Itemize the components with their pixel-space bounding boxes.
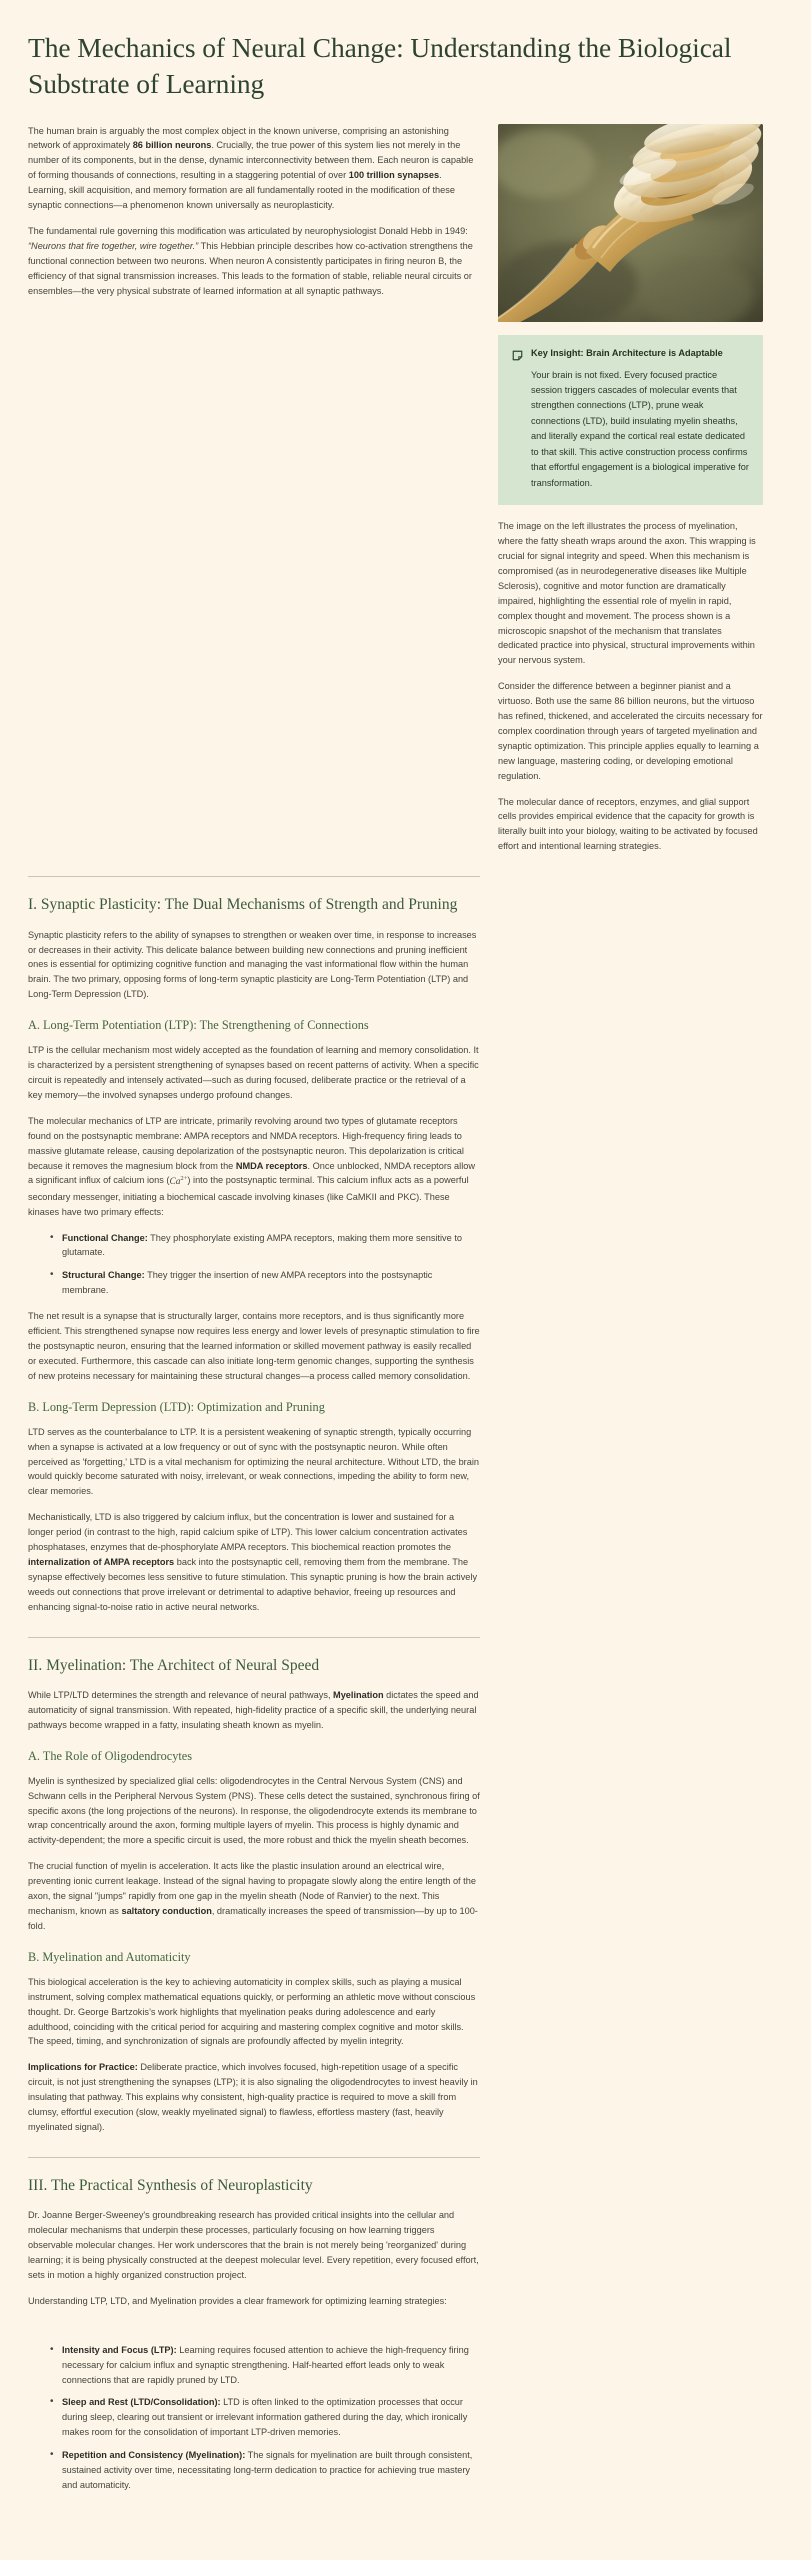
list-item — [50, 2448, 480, 2493]
myelinated-axon-image — [498, 124, 763, 322]
section-1b-paragraph-1: LTD serves as the counterbalance to LTP. It is a persistent weakening of synaptic strength, typically occurring when a synapse is activated at a low frequency or out of sync with the postsynaptic neuron. While often perceived as 'forgetting,' LTD is a vital mechanism for optimizing the neural architecture. Without LTD, the brain would quickly become saturated with noisy, irrelevant, or weak connections, impeding the ability to form new, clear memories. — [28, 1426, 480, 1497]
bullet-label: Functional Change: — [62, 1232, 148, 1243]
callout-title: Key Insight: Brain Architecture is Adaptable — [531, 347, 723, 358]
bullet-label: Sleep and Rest (LTD/Consolidation): — [62, 2397, 221, 2408]
section-1 — [28, 876, 480, 1614]
section-2 — [28, 1637, 480, 2135]
bullet-label: Structural Change: — [62, 1270, 145, 1281]
bullet-text: LTD is often linked to the optimization processes that occur during sleep, clearing out transient or irrelevant information gathered during the day, which ironically makes room for the consolidation of important LTP-driven memories. — [62, 2397, 468, 2438]
intro-p2-part2: This Hebbian principle describes how co-activation strengthens the functional connection between two neurons. When neuron A consistently participates in firing neuron B, the efficiency of that signal transmission increases. This leads to the formation of stable, reliable neural circuits or ensembles—the very physical substrate of learned information at all synaptic pathways. — [28, 240, 473, 296]
section-divider-3 — [28, 2157, 480, 2158]
hero-section — [28, 124, 783, 855]
intro-column — [28, 124, 480, 299]
calcium-symbol: Ca — [169, 1176, 181, 1187]
section-1b-heading: B. Long-Term Depression (LTD): Optimization and Pruning — [28, 1399, 325, 1414]
intro-p1-part2: . Crucially, the true power of this system lies not merely in the number of its components, but in the dense, dynamic interconnectivity between them. Each neuron is capable of forming thousands of connections, resulting in a staggering potential of over — [28, 140, 474, 181]
section-2-heading: II. Myelination: The Architect of Neural Speed — [28, 1656, 320, 1674]
aside-paragraph-2: Consider the difference between a beginner pianist and a virtuoso. Both use the same 86 billion neurons, but the virtuoso has refined, thickened, and accelerated the circuits necessary for complex coordination through years of targeted myelination and synaptic optimization. This principle applies equally to learning a new language, mastering coding, or developing emotional regulation. — [498, 681, 763, 781]
section-2b-heading: B. Myelination and Automaticity — [28, 1949, 191, 1964]
s1b-p2-part2: back into the postsynaptic cell, removing them from the membrane. The synapse effectively becomes less sensitive to future stimulation. This synaptic pruning is how the brain actively weeds out connections that prove irrelevant or detrimental to adaptive behavior, freeing up resources and enhancing signal-to-noise ratio in active neural networks. — [28, 1556, 478, 1612]
s2a-p2-part1: The crucial function of myelin is acceleration. It acts like the plastic insulation around an electrical wire, preventing ionic current leakage. Instead of the signal having to propagate slowly along the entire length of the axon, the signal "jumps" rapidly from one gap in the myelin sheath (Node of Ranvier) to the next. This mechanism, known as — [28, 1861, 476, 1916]
section-1a-paragraph-2 — [28, 1114, 480, 1220]
s2-intro-part1: While LTP/LTD determines the strength and relevance of neural pathways, — [28, 1690, 334, 1701]
intro-p1-part1: The human brain is arguably the most complex object in the known universe, comprising an astonishing network of approximately — [28, 125, 449, 151]
hebb-quote: “Neurons that fire together, wire together.” — [28, 240, 199, 251]
calcium-ion-formula — [169, 1174, 188, 1187]
intro-paragraph-2 — [28, 224, 480, 299]
s1a-p2-part3: ) into the postsynaptic terminal. This calcium influx acts as a powerful secondary messenger, initiating a biochemical cascade involving kinases (like CaMKII and PKC). These kinases have two primary effects: — [28, 1175, 469, 1217]
myelination-emphasis: Myelination — [333, 1690, 384, 1701]
section-1-heading: I. Synaptic Plasticity: The Dual Mechanisms of Strength and Pruning — [28, 896, 458, 914]
aside-paragraph-3: The molecular dance of receptors, enzymes, and glial support cells provides empirical evidence that the capacity for growth is literally built into your biology, waiting to be activated by focused effort and intentional learning strategies. — [498, 796, 758, 852]
section-3-paragraph-1: Dr. Joanne Berger-Sweeney's groundbreaking research has provided critical insights into the cellular and molecular mechanisms that underpin these processes, particularly focusing on how learning triggers observable molecular changes. Her work underscores that the brain is not merely being 'reorganized' during learning; it is being physically constructed at the deepest molecular level. Every repetition, every focused effort, sets in motion a highly organized construction project. — [28, 2210, 479, 2280]
callout-header — [512, 348, 749, 359]
section-2a-paragraph-2 — [28, 1859, 480, 1934]
ampa-internalization-emphasis: internalization of AMPA receptors — [28, 1556, 175, 1567]
list-item — [50, 2343, 480, 2388]
bullet-text: They phosphorylate existing AMPA receptors, making them more sensitive to glutamate. — [62, 1232, 462, 1258]
saltatory-conduction-emphasis: saltatory conduction — [121, 1906, 212, 1916]
section-1a-heading: A. Long-Term Potentiation (LTP): The Strengthening of Connections — [28, 1018, 369, 1033]
s1b-p2-part1: Mechanistically, LTD is also triggered by calcium influx, but the concentration is lower and sustained for a longer period (in contrast to the high, rapid calcium spike of LTP). This lower calcium concentration activates phosphatases, enzymes that de-phosphorylate AMPA receptors. This biochemical reaction promotes the — [28, 1512, 468, 1553]
s1a-p2-part2: . Once unblocked, NMDA receptors allow a significant influx of calcium ions ( — [28, 1160, 475, 1186]
section-1b-paragraph-2 — [28, 1510, 480, 1614]
section-3-bullet-list — [28, 2343, 480, 2493]
intro-p2-part1: The fundamental rule governing this modification was articulated by neurophysiologist Donald Hebb in 1949: — [28, 225, 468, 236]
intro-paragraph-1 — [28, 124, 480, 213]
list-item — [50, 1231, 480, 1261]
section-1a-paragraph-3: The net result is a synapse that is structurally larger, contains more receptors, and is thus significantly more efficient. This strengthened synapse now requires less energy and lower levels of presynaptic stimulation to fire the postsynaptic neuron, ensuring that the learned information or skilled movement pathway is easily recalled or executed. Furthermore, this cascade can also initiate long-term genomic changes, supporting the synthesis of new proteins necessary for maintaining these structural changes—a process called memory consolidation. — [28, 1311, 480, 1381]
callout-body: Your brain is not fixed. Every focused practice session triggers cascades of molecular events that strengthen connections (LTP), prune weak connections (LTD), build insulating myelin sheaths, and literally expand the cortical real estate dedicated to that skill. This active construction process confirms that effortful engagement is a biological imperative for transformation. — [531, 369, 749, 488]
s1a-p2-part1: The molecular mechanics of LTP are intricate, primarily revolving around two types of glutamate receptors found on the postsynaptic membrane: AMPA receptors and NMDA receptors. High-frequency firing leads to massive glutamate release, causing depolarization of the postsynaptic neuron. This depolarization is critical because it removes the magnesium block from the — [28, 1115, 464, 1171]
list-item — [50, 2395, 480, 2440]
key-insight-callout — [498, 335, 763, 506]
intro-p1-part3: . Learning, skill acquisition, and memory formation are all fundamentally rooted in the modification of these synaptic connections—a phenomenon known universally as neuroplasticity. — [28, 170, 455, 211]
synapse-count-emphasis: 100 trillion synapses — [348, 170, 440, 181]
section-1a-paragraph-1: LTP is the cellular mechanism most widely accepted as the foundation of learning and memory consolidation. It is characterized by a persistent strengthening of synapses based on recent patterns of activity. When a specific circuit is repeatedly and intensely activated—such as during focused, deliberate practice or the retrieval of a key memory—the involved synapses undergo profound changes. — [28, 1045, 479, 1100]
section-2a-heading: A. The Role of Oligodendrocytes — [28, 1748, 193, 1763]
section-2a-paragraph-1: Myelin is synthesized by specialized glial cells: oligodendrocytes in the Central Nervous System (CNS) and Schwann cells in the Peripheral Nervous System (PNS). These cells detect the sustained, synchronous firing of specific axons (the long projections of the neurons). In response, the oligodendrocyte extends its membrane to wrap concentrically around the axon, forming multiple layers of myelin. This process is highly dynamic and activity-dependent; the more a specific circuit is used, the more robust and thick the myelin sheath becomes. — [28, 1775, 480, 1846]
s2a-p2-part2: , dramatically increases the speed of transmission—by up to 100-fold. — [28, 1906, 478, 1931]
nmda-receptors-emphasis: NMDA receptors — [235, 1160, 308, 1171]
s2-intro-part2: dictates the speed and automaticity of signal transmission. With repeated, high-fidelity practice of a specific skill, the underlying neural pathways become wrapped in a fatty, insulating sheath known as myelin. — [28, 1690, 479, 1730]
section-2-intro — [28, 1688, 480, 1733]
bullet-text: They trigger the insertion of new AMPA receptors into the postsynaptic membrane. — [62, 1270, 433, 1296]
list-item — [50, 1268, 480, 1298]
note-icon — [512, 348, 523, 359]
section-divider-2 — [28, 1637, 480, 1638]
section-2b-paragraph-2 — [28, 2060, 480, 2135]
section-3-paragraph-2: Understanding LTP, LTD, and Myelination provides a clear framework for optimizing learning strategies: — [28, 2295, 447, 2306]
calcium-charge: 2+ — [180, 1174, 188, 1182]
section-2b-paragraph-1: This biological acceleration is the key to achieving automaticity in complex skills, such as playing a musical instrument, solving complex mathematical equations quickly, or performing an athletic move without conscious thought. Dr. George Bartzokis’s work highlights that myelination peaks during adolescence and early adulthood, coinciding with the critical period for acquiring and mastering complex cognitive and motor skills. The speed, timing, and synchronization of signals are profoundly affected by myelin integrity. — [28, 1976, 476, 2047]
aside-paragraph-1: The image on the left illustrates the process of myelination, where the fatty sheath wraps around the axon. This wrapping is crucial for signal integrity and speed. When this mechanism is compromised (as in neurodegenerative diseases like Multiple Sclerosis), cognitive and motor function are dramatically impaired, highlighting the essential role of myelin in rapid, complex thought and movement. The process shown is a microscopic snapshot of the mechanism that translates dedicated practice into physical, structural improvements within your nervous system. — [498, 521, 756, 666]
bullet-text: Learning requires focused attention to achieve the high-frequency firing necessary for calcium influx and synaptic strengthening. Half-hearted effort leads only to weak connections that are rapidly pruned by LTD. — [62, 2344, 469, 2385]
bullet-label: Intensity and Focus (LTP): — [62, 2344, 177, 2355]
section-1-intro: Synaptic plasticity refers to the ability of synapses to strengthen or weaken over time, in response to increases or decreases in their activity. This delicate balance between building new connections and pruning inefficient ones is essential for optimizing cognitive function and managing the vast informational flow within the human brain. The two primary, opposing forms of long-term synaptic plasticity are Long-Term Potentiation (LTP) and Long-Term Depression (LTD). — [28, 929, 477, 1000]
section-3-heading: III. The Practical Synthesis of Neuroplasticity — [28, 2176, 313, 2194]
s2b-p2-text: Deliberate practice, which involves focused, high-repetition usage of a specific circuit, is not just strengthening the synapses (LTP); it is also signaling the oligodendrocytes to invest heavily in insulating that pathway. This explains why consistent, high-quality practice is required to move a skill from clumsy, effortful execution (slow, weakly myelinated signal) to flawless, effortless mastery (fast, heavily myelinated signal). — [28, 2062, 478, 2132]
implications-label: Implications for Practice: — [28, 2062, 138, 2073]
section-3 — [28, 2157, 480, 2493]
section-1a-bullet-list — [28, 1231, 480, 1299]
bullet-label: Repetition and Consistency (Myelination): — [62, 2450, 246, 2461]
bullet-text: The signals for myelination are built through consistent, sustained activity over time, necessitating long-term dedication to practice for achieving true mastery and automaticity. — [62, 2450, 473, 2490]
page-title: The Mechanics of Neural Change: Understanding the Biological Substrate of Learning — [28, 32, 732, 99]
aside-column — [498, 124, 763, 855]
neuron-count-emphasis: 86 billion neurons — [132, 140, 212, 151]
section-divider-1 — [28, 876, 480, 877]
